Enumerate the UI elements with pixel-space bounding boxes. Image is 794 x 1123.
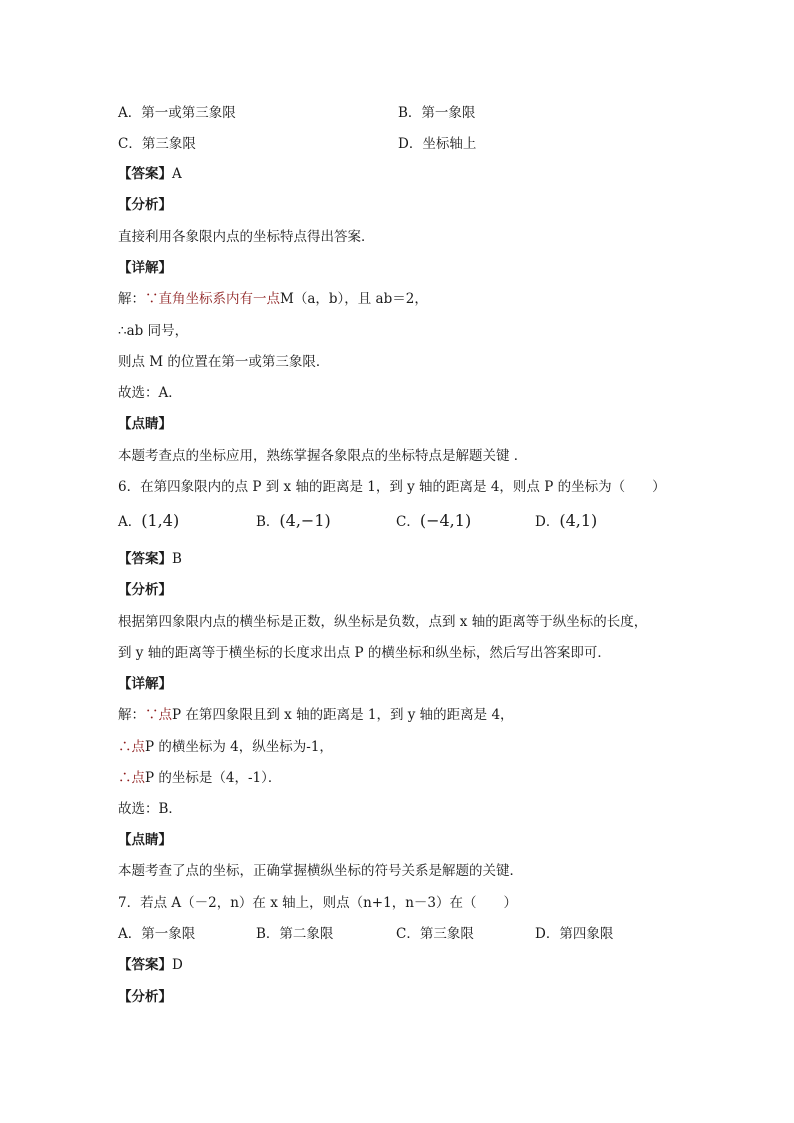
option-label: A． bbox=[118, 514, 142, 530]
q6-option-b bbox=[256, 512, 331, 531]
q7-option-d: D．第四象限 bbox=[535, 926, 614, 942]
detail-prefix: 解： bbox=[118, 707, 145, 723]
q6-analysis-line2: 到 y 轴的距离等于横坐标的长度求出点 P 的横坐标和纵坐标，然后写出答案即可． bbox=[118, 645, 611, 661]
q5-option-d: D．坐标轴上 bbox=[398, 136, 477, 152]
option-label: D． bbox=[535, 514, 560, 530]
q7-analysis-label: 【分析】 bbox=[118, 989, 172, 1005]
detail-highlight: ∵直角坐标系内有一点 bbox=[145, 291, 280, 307]
answer-label: 【答案】 bbox=[118, 551, 172, 567]
option-value: (4,1) bbox=[559, 511, 598, 530]
q5-option-c: C．第三象限 bbox=[118, 136, 196, 152]
q5-choose: 故选：A． bbox=[118, 385, 182, 401]
detail-rest: M（a，b），且 ab＝2， bbox=[280, 291, 428, 307]
q6-choose: 故选：B． bbox=[118, 801, 182, 817]
q6-comment-text: 本题考查了点的坐标，正确掌握横纵坐标的符号关系是解题的关键． bbox=[118, 863, 523, 879]
answer-value: A bbox=[172, 166, 182, 182]
q5-comment-label: 【点睛】 bbox=[118, 416, 172, 432]
answer-value: B bbox=[172, 551, 182, 567]
detail-rest: P 的横坐标为 4，纵坐标为-1， bbox=[145, 739, 333, 755]
q5-detail-line2: ∴ab 同号， bbox=[118, 323, 189, 339]
detail-rest: P 的坐标是（4，-1）． bbox=[145, 770, 282, 786]
answer-value: D bbox=[172, 957, 183, 973]
q6-detail-line1 bbox=[118, 706, 514, 724]
q6-answer bbox=[118, 550, 182, 568]
q7-option-a: A．第一象限 bbox=[118, 926, 196, 942]
q6-stem: 6．在第四象限内的点 P 到 x 轴的距离是 1，到 y 轴的距离是 4，则点 P 的坐标为（ ） bbox=[118, 479, 666, 495]
option-label: B． bbox=[256, 514, 280, 530]
option-value: (1,4) bbox=[141, 511, 180, 530]
q5-detail-line3: 则点 M 的位置在第一或第三象限． bbox=[118, 354, 330, 370]
q6-detail-line3 bbox=[118, 769, 281, 787]
q5-detail-label: 【详解】 bbox=[118, 260, 172, 276]
q6-detail-label: 【详解】 bbox=[118, 676, 172, 692]
q7-answer bbox=[118, 956, 183, 974]
q6-analysis-label: 【分析】 bbox=[118, 582, 172, 598]
option-value: (−4,1) bbox=[419, 511, 472, 530]
detail-highlight: ∵点 bbox=[145, 707, 172, 723]
detail-rest: P 在第四象限且到 x 轴的距离是 1，到 y 轴的距离是 4， bbox=[172, 707, 514, 723]
q5-analysis-text: 直接利用各象限内点的坐标特点得出答案． bbox=[118, 229, 375, 245]
option-label: C． bbox=[396, 514, 420, 530]
option-value: (4,−1) bbox=[279, 511, 331, 530]
q5-analysis-label: 【分析】 bbox=[118, 197, 172, 213]
q7-option-c: C．第三象限 bbox=[396, 926, 474, 942]
q6-detail-line2 bbox=[118, 738, 333, 756]
q5-detail-line1 bbox=[118, 290, 428, 308]
q7-stem: 7．若点 A（－2，n）在 x 轴上，则点（n+1，n－3）在（ ） bbox=[118, 895, 517, 911]
q6-analysis-line1: 根据第四象限内点的横坐标是正数，纵坐标是负数，点到 x 轴的距离等于纵坐标的长度， bbox=[118, 614, 648, 630]
q7-option-b: B．第二象限 bbox=[256, 926, 334, 942]
q5-option-b: B．第一象限 bbox=[398, 105, 476, 121]
answer-label: 【答案】 bbox=[118, 957, 172, 973]
detail-highlight: ∴点 bbox=[118, 770, 145, 786]
detail-highlight: ∴点 bbox=[118, 739, 145, 755]
q6-comment-label: 【点睛】 bbox=[118, 832, 172, 848]
q5-answer bbox=[118, 165, 182, 183]
detail-prefix: 解： bbox=[118, 291, 145, 307]
q6-option-c bbox=[396, 512, 471, 531]
q5-option-a: A．第一或第三象限 bbox=[118, 105, 236, 121]
answer-label: 【答案】 bbox=[118, 166, 172, 182]
q5-comment-text: 本题考查点的坐标应用，熟练掌握各象限点的坐标特点是解题关键 ． bbox=[118, 448, 528, 464]
q6-option-d bbox=[535, 512, 597, 531]
q6-option-a bbox=[118, 512, 179, 531]
